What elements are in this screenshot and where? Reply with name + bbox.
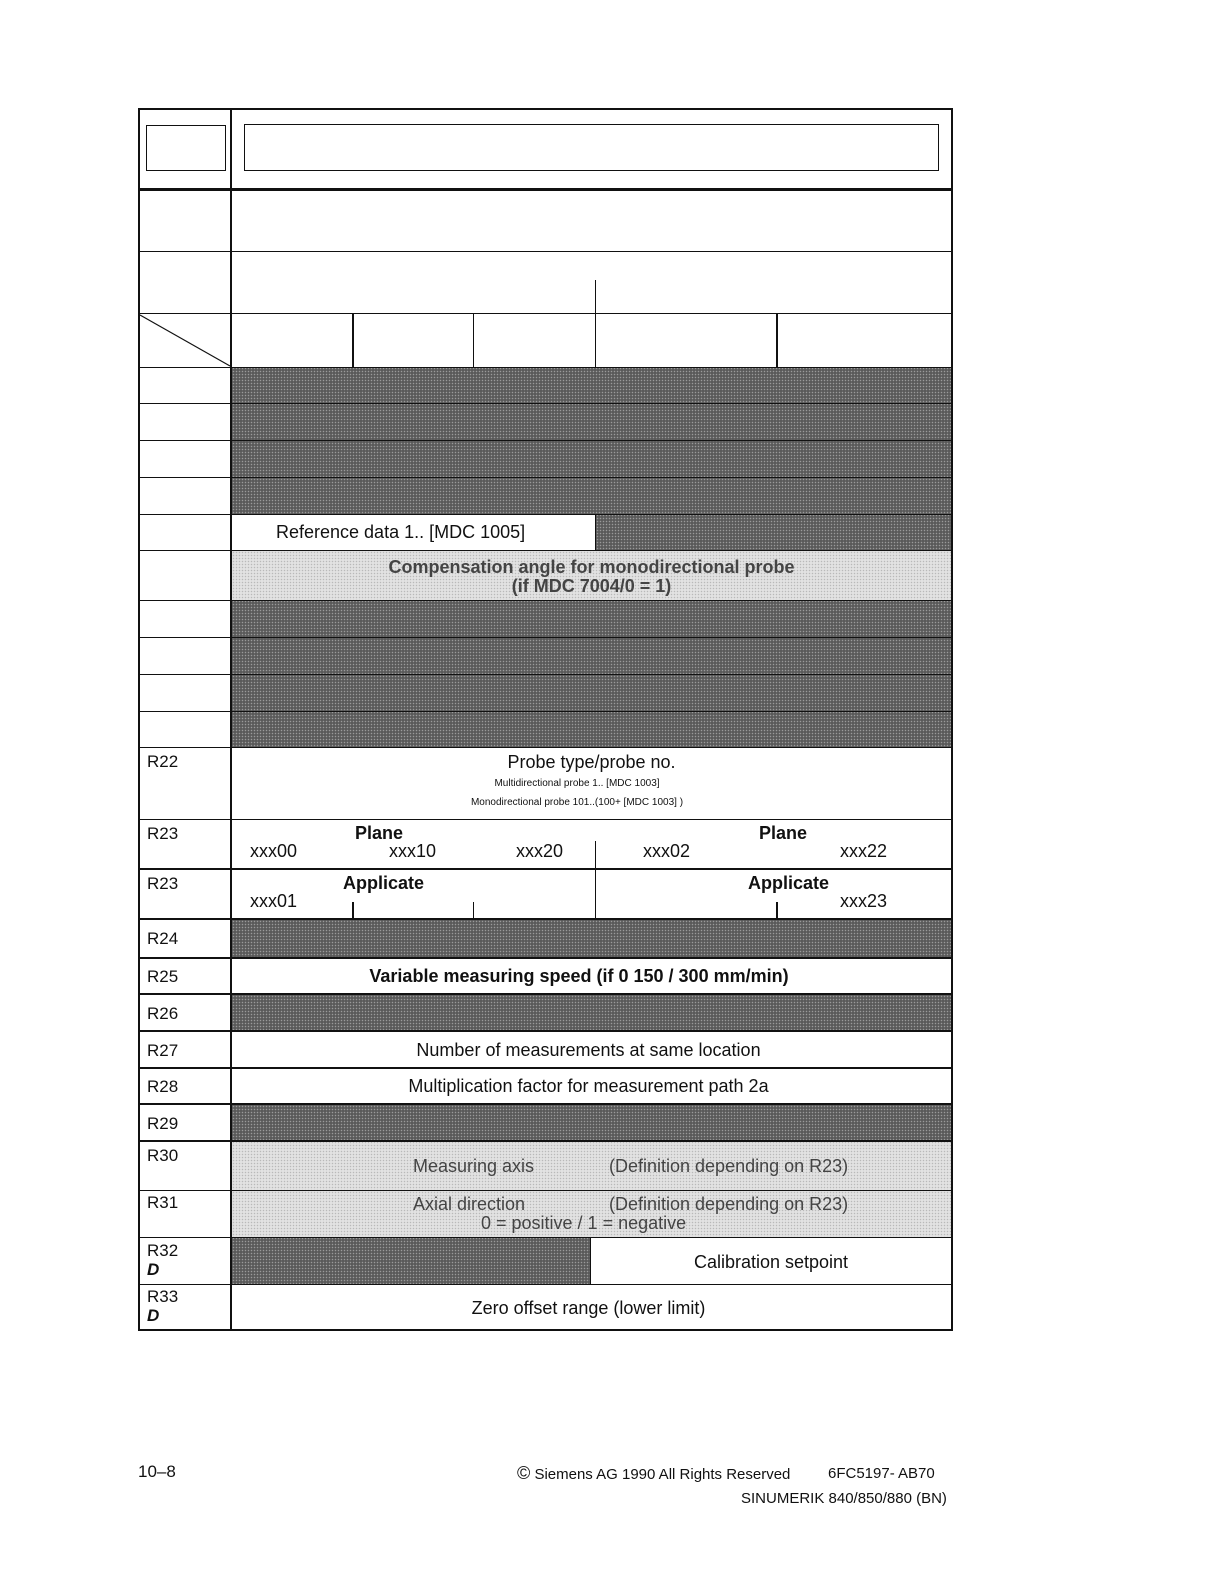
code-xxx02: xxx02 — [643, 841, 691, 861]
axial-direction-text: Axial direction — [413, 1194, 526, 1214]
copyright-line — [517, 1463, 790, 1485]
probe-monodirectional: Monodirectional probe 101..(100+ [MDC 1003] ) — [470, 797, 684, 808]
axial-direction-definition: (Definition depending on R23) — [609, 1194, 849, 1214]
row-label-r31: R31 — [147, 1193, 179, 1212]
product-name: SINUMERIK 840/850/880 (BN) — [741, 1490, 947, 1507]
code-xxx23: xxx23 — [840, 891, 888, 911]
multiplication-factor-text: Multiplication factor for measurement path 2a — [408, 1076, 769, 1096]
row-label-r33-text: R33 — [147, 1287, 179, 1306]
measuring-axis-text: Measuring axis — [413, 1156, 535, 1176]
measuring-speed-text: Variable measuring speed (if 0 150 / 300 mm/min) — [369, 966, 789, 986]
calibration-setpoint-text: Calibration setpoint — [693, 1252, 849, 1272]
probe-multidirectional: Multidirectional probe 1.. [MDC 1003] — [494, 778, 660, 789]
code-xxx01: xxx01 — [250, 891, 298, 911]
applicate-heading-right: Applicate — [748, 873, 830, 893]
compensation-line1: Compensation angle for monodirectional probe — [388, 557, 795, 577]
measurements-count-text: Number of measurements at same location — [416, 1040, 761, 1060]
row-label-r32 — [147, 1241, 178, 1279]
measuring-axis-definition: (Definition depending on R23) — [609, 1156, 849, 1176]
code-xxx10: xxx10 — [389, 841, 437, 861]
row-label-r26: R26 — [147, 1004, 179, 1023]
order-number: 6FC5197- AB70 — [828, 1465, 935, 1482]
row-label-r28: R28 — [147, 1077, 179, 1096]
row-label-r32-text: R32 — [147, 1241, 179, 1260]
applicate-heading-left: Applicate — [343, 873, 425, 893]
row-label-r33 — [147, 1287, 178, 1325]
compensation-line2: (if MDC 7004/0 = 1) — [511, 576, 672, 596]
axial-direction-values: 0 = positive / 1 = negative — [481, 1213, 687, 1233]
table-border — [138, 108, 953, 1331]
row-label-r24: R24 — [147, 929, 179, 948]
diagonal-line — [139, 314, 231, 367]
code-xxx20: xxx20 — [516, 841, 564, 861]
row-label-r25: R25 — [147, 967, 179, 986]
row-label-r23-applicate: R23 — [147, 874, 179, 893]
row-label-r27: R27 — [147, 1041, 179, 1060]
copyright-symbol: © — [517, 1463, 531, 1483]
code-xxx00: xxx00 — [250, 841, 298, 861]
reference-data-text: Reference data 1.. [MDC 1005] — [276, 522, 526, 542]
probe-type-title: Probe type/probe no. — [507, 752, 676, 772]
page-number: 10–8 — [138, 1462, 176, 1481]
row-flag-r32: D — [147, 1260, 160, 1279]
row-label-r29: R29 — [147, 1114, 179, 1133]
plane-heading-right: Plane — [759, 823, 808, 843]
zero-offset-text: Zero offset range (lower limit) — [471, 1298, 706, 1318]
row-flag-r33: D — [147, 1306, 160, 1325]
copyright-text: Siemens AG 1990 All Rights Reserved — [534, 1466, 791, 1483]
row-label-r30: R30 — [147, 1146, 179, 1165]
plane-heading-left: Plane — [355, 823, 404, 843]
code-xxx22: xxx22 — [840, 841, 888, 861]
row-label-r23-plane: R23 — [147, 824, 179, 843]
row-label-r22: R22 — [147, 752, 179, 771]
